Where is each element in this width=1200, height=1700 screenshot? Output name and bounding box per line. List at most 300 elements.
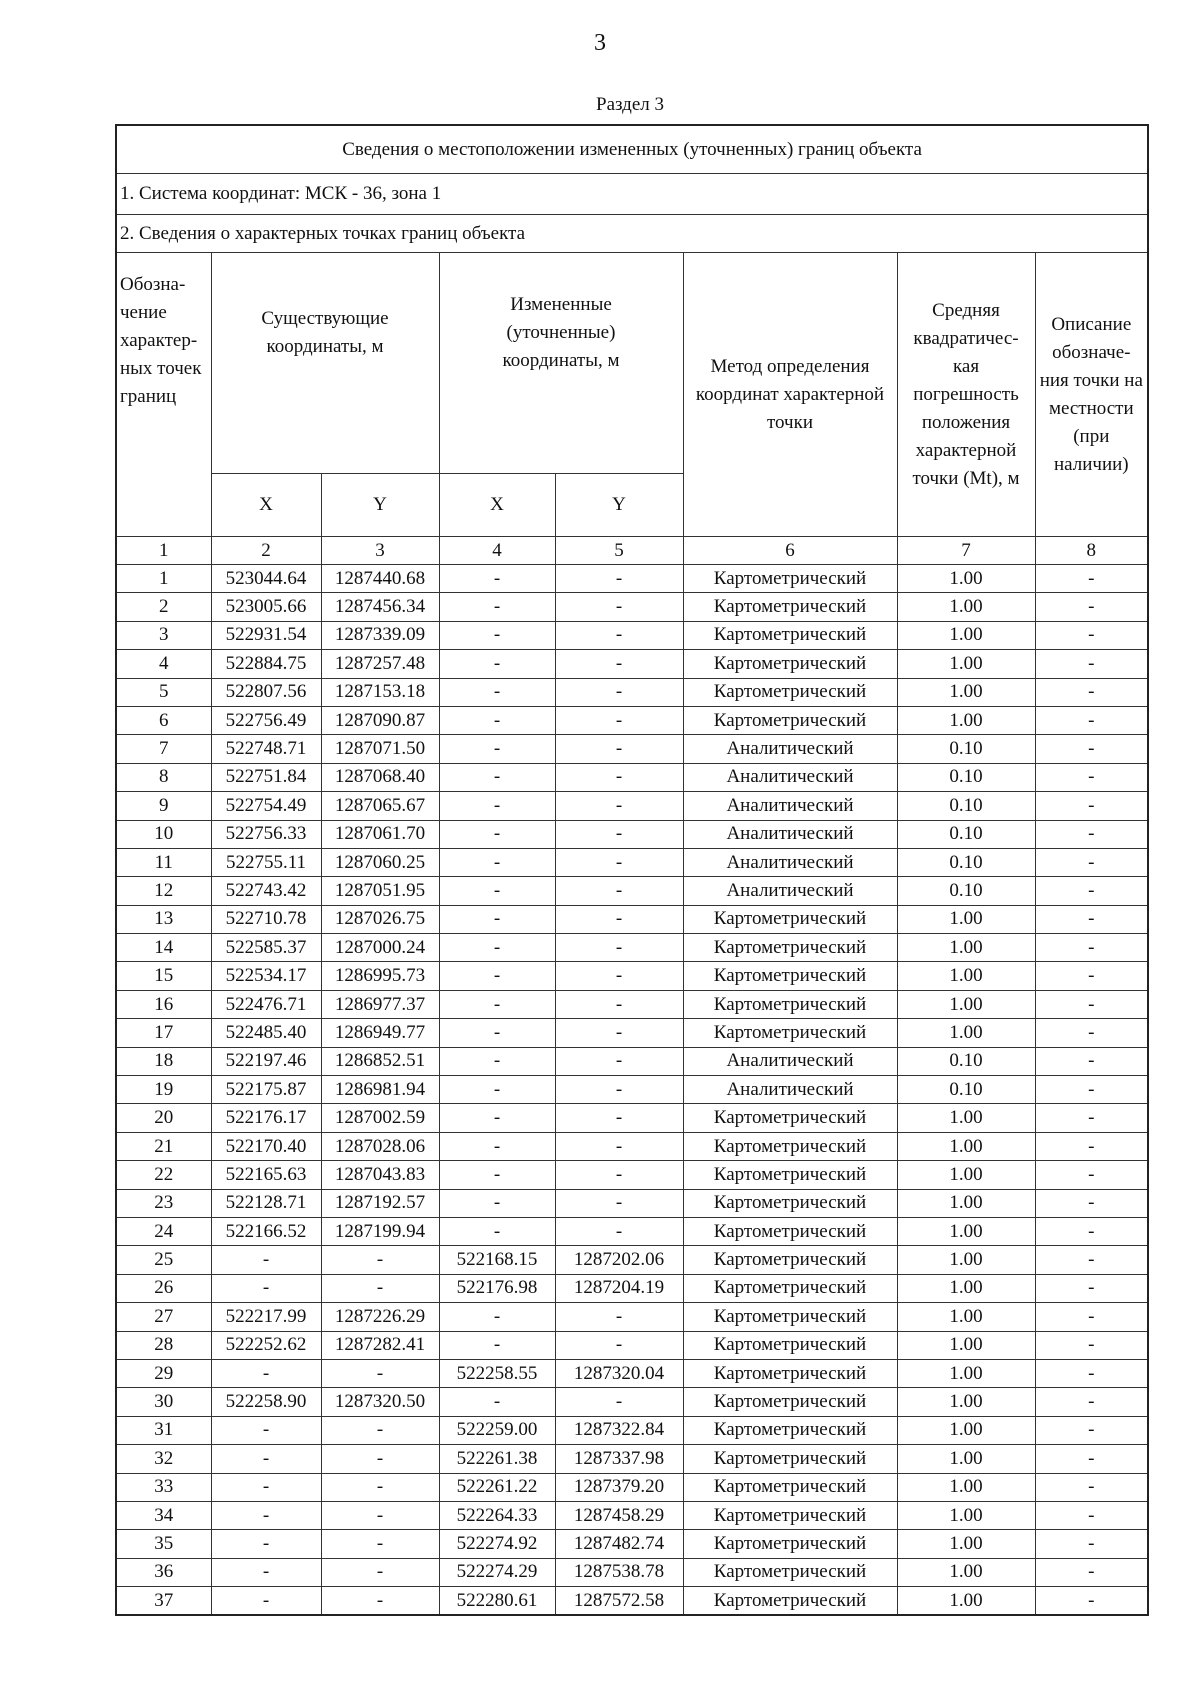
existing-x: 522931.54 <box>211 621 321 649</box>
existing-y: 1287282.41 <box>321 1331 439 1359</box>
description: - <box>1035 1274 1148 1302</box>
table-row <box>116 1303 1148 1331</box>
existing-x: - <box>211 1473 321 1501</box>
column-number: 1 <box>116 537 211 565</box>
changed-y: - <box>555 1104 683 1132</box>
existing-y: 1287339.09 <box>321 621 439 649</box>
changed-x: - <box>439 1189 555 1217</box>
point-number: 25 <box>116 1246 211 1274</box>
description: - <box>1035 1473 1148 1501</box>
header-changed-y: Y <box>555 474 683 537</box>
point-number: 22 <box>116 1161 211 1189</box>
changed-y: 1287204.19 <box>555 1274 683 1302</box>
description: - <box>1035 1416 1148 1444</box>
column-number: 7 <box>897 537 1035 565</box>
method: Картометрический <box>683 1445 897 1473</box>
existing-x: - <box>211 1558 321 1586</box>
changed-x: 522274.29 <box>439 1558 555 1586</box>
point-number: 1 <box>116 565 211 593</box>
existing-y: 1287065.67 <box>321 792 439 820</box>
point-number: 36 <box>116 1558 211 1586</box>
error: 1.00 <box>897 593 1035 621</box>
method: Аналитический <box>683 763 897 791</box>
changed-x: 522168.15 <box>439 1246 555 1274</box>
error: 0.10 <box>897 820 1035 848</box>
header-changed-x: X <box>439 474 555 537</box>
existing-x: 522756.49 <box>211 706 321 734</box>
point-number: 21 <box>116 1132 211 1160</box>
changed-y: - <box>555 706 683 734</box>
description: - <box>1035 1246 1148 1274</box>
existing-y: 1287192.57 <box>321 1189 439 1217</box>
description: - <box>1035 820 1148 848</box>
method: Картометрический <box>683 1530 897 1558</box>
changed-x: - <box>439 990 555 1018</box>
changed-y: - <box>555 1019 683 1047</box>
description: - <box>1035 1359 1148 1387</box>
method: Картометрический <box>683 934 897 962</box>
existing-x: 522128.71 <box>211 1189 321 1217</box>
description: - <box>1035 1189 1148 1217</box>
point-number: 8 <box>116 763 211 791</box>
changed-x: - <box>439 1303 555 1331</box>
method: Картометрический <box>683 1303 897 1331</box>
error: 0.10 <box>897 763 1035 791</box>
existing-x: 523005.66 <box>211 593 321 621</box>
description: - <box>1035 1132 1148 1160</box>
existing-y: 1287068.40 <box>321 763 439 791</box>
table-row <box>116 1359 1148 1387</box>
changed-x: - <box>439 792 555 820</box>
error: 1.00 <box>897 1416 1035 1444</box>
existing-y: 1287061.70 <box>321 820 439 848</box>
point-number: 19 <box>116 1076 211 1104</box>
points-header: 2. Сведения о характерных точках границ объекта <box>116 215 1148 253</box>
changed-y: - <box>555 1161 683 1189</box>
existing-y: 1287028.06 <box>321 1132 439 1160</box>
table-row <box>116 848 1148 876</box>
table-row <box>116 1076 1148 1104</box>
changed-y: - <box>555 1047 683 1075</box>
changed-y: - <box>555 877 683 905</box>
existing-x: - <box>211 1274 321 1302</box>
changed-x: - <box>439 1047 555 1075</box>
table-row <box>116 1047 1148 1075</box>
method: Картометрический <box>683 1331 897 1359</box>
table-row <box>116 678 1148 706</box>
description: - <box>1035 905 1148 933</box>
existing-y: 1286949.77 <box>321 1019 439 1047</box>
table-row <box>116 706 1148 734</box>
method: Картометрический <box>683 1359 897 1387</box>
point-number: 4 <box>116 650 211 678</box>
table-row <box>116 650 1148 678</box>
table-row <box>116 1246 1148 1274</box>
table-row <box>116 877 1148 905</box>
error: 1.00 <box>897 1161 1035 1189</box>
changed-x: - <box>439 678 555 706</box>
changed-x: - <box>439 1388 555 1416</box>
existing-y: 1286852.51 <box>321 1047 439 1075</box>
existing-x: 522534.17 <box>211 962 321 990</box>
point-number: 20 <box>116 1104 211 1132</box>
changed-y: - <box>555 621 683 649</box>
existing-y: 1287456.34 <box>321 593 439 621</box>
description: - <box>1035 1388 1148 1416</box>
header-existing-y: Y <box>321 474 439 537</box>
error: 1.00 <box>897 1274 1035 1302</box>
changed-x: 522280.61 <box>439 1587 555 1616</box>
changed-x: - <box>439 1076 555 1104</box>
table-row <box>116 905 1148 933</box>
method: Картометрический <box>683 1416 897 1444</box>
error: 0.10 <box>897 848 1035 876</box>
error: 1.00 <box>897 934 1035 962</box>
point-number: 27 <box>116 1303 211 1331</box>
existing-x: 522217.99 <box>211 1303 321 1331</box>
existing-y: 1287051.95 <box>321 877 439 905</box>
changed-x: 522274.92 <box>439 1530 555 1558</box>
description: - <box>1035 763 1148 791</box>
point-number: 17 <box>116 1019 211 1047</box>
table-row <box>116 1416 1148 1444</box>
error: 1.00 <box>897 1359 1035 1387</box>
changed-y: - <box>555 565 683 593</box>
description: - <box>1035 650 1148 678</box>
error: 0.10 <box>897 1076 1035 1104</box>
header-error: Средняя квадратичес-кая погрешность положения характерной точки (Mt), м <box>897 253 1035 537</box>
method: Картометрический <box>683 1558 897 1586</box>
changed-x: 522176.98 <box>439 1274 555 1302</box>
table-row <box>116 1530 1148 1558</box>
description: - <box>1035 962 1148 990</box>
header-method: Метод определения координат характерной точки <box>683 253 897 537</box>
method: Картометрический <box>683 990 897 1018</box>
existing-x: - <box>211 1530 321 1558</box>
error: 1.00 <box>897 650 1035 678</box>
changed-x: - <box>439 593 555 621</box>
point-number: 32 <box>116 1445 211 1473</box>
description: - <box>1035 565 1148 593</box>
description: - <box>1035 1530 1148 1558</box>
existing-x: 522175.87 <box>211 1076 321 1104</box>
table-row <box>116 735 1148 763</box>
error: 1.00 <box>897 1246 1035 1274</box>
changed-y: - <box>555 1303 683 1331</box>
changed-x: - <box>439 735 555 763</box>
description: - <box>1035 990 1148 1018</box>
table-row <box>116 1445 1148 1473</box>
existing-y: - <box>321 1587 439 1616</box>
existing-x: - <box>211 1416 321 1444</box>
changed-y: - <box>555 820 683 848</box>
error: 1.00 <box>897 678 1035 706</box>
existing-y: 1287440.68 <box>321 565 439 593</box>
existing-x: - <box>211 1587 321 1616</box>
changed-y: - <box>555 1076 683 1104</box>
existing-y: 1287026.75 <box>321 905 439 933</box>
existing-y: 1287090.87 <box>321 706 439 734</box>
changed-y: - <box>555 990 683 1018</box>
point-number: 29 <box>116 1359 211 1387</box>
table-row <box>116 1161 1148 1189</box>
changed-y: - <box>555 792 683 820</box>
column-number: 6 <box>683 537 897 565</box>
existing-x: 522476.71 <box>211 990 321 1018</box>
changed-y: - <box>555 1331 683 1359</box>
existing-x: 522166.52 <box>211 1217 321 1245</box>
changed-x: - <box>439 763 555 791</box>
method: Картометрический <box>683 1189 897 1217</box>
changed-y: - <box>555 1388 683 1416</box>
existing-y: 1286995.73 <box>321 962 439 990</box>
table-row <box>116 792 1148 820</box>
description: - <box>1035 735 1148 763</box>
boundary-points-table <box>115 124 1149 1616</box>
description: - <box>1035 1047 1148 1075</box>
existing-y: - <box>321 1274 439 1302</box>
changed-x: - <box>439 934 555 962</box>
changed-y: 1287337.98 <box>555 1445 683 1473</box>
point-number: 5 <box>116 678 211 706</box>
error: 0.10 <box>897 1047 1035 1075</box>
error: 1.00 <box>897 1501 1035 1529</box>
changed-x: - <box>439 962 555 990</box>
error: 0.10 <box>897 877 1035 905</box>
changed-x: 522258.55 <box>439 1359 555 1387</box>
changed-y: 1287482.74 <box>555 1530 683 1558</box>
table-row <box>116 593 1148 621</box>
point-number: 14 <box>116 934 211 962</box>
header-designation: Обозна-чение характер-ных точек границ <box>116 253 211 537</box>
description: - <box>1035 678 1148 706</box>
point-number: 24 <box>116 1217 211 1245</box>
method: Картометрический <box>683 1161 897 1189</box>
existing-y: 1287043.83 <box>321 1161 439 1189</box>
changed-x: - <box>439 1331 555 1359</box>
column-numbers-row <box>116 537 1148 565</box>
point-number: 7 <box>116 735 211 763</box>
changed-x: - <box>439 848 555 876</box>
changed-y: - <box>555 962 683 990</box>
existing-x: 522743.42 <box>211 877 321 905</box>
existing-x: 522884.75 <box>211 650 321 678</box>
point-number: 10 <box>116 820 211 848</box>
table-row <box>116 1473 1148 1501</box>
existing-y: 1287153.18 <box>321 678 439 706</box>
page-number: 3 <box>594 30 606 56</box>
existing-x: 522197.46 <box>211 1047 321 1075</box>
table-row <box>116 565 1148 593</box>
error: 1.00 <box>897 1530 1035 1558</box>
method: Аналитический <box>683 1047 897 1075</box>
error: 1.00 <box>897 1019 1035 1047</box>
table-row <box>116 621 1148 649</box>
method: Картометрический <box>683 1587 897 1616</box>
changed-x: - <box>439 820 555 848</box>
method: Картометрический <box>683 1019 897 1047</box>
table-body <box>116 565 1148 1616</box>
error: 1.00 <box>897 962 1035 990</box>
changed-y: - <box>555 905 683 933</box>
changed-y: - <box>555 1132 683 1160</box>
changed-y: - <box>555 650 683 678</box>
method: Картометрический <box>683 1217 897 1245</box>
description: - <box>1035 1558 1148 1586</box>
method: Картометрический <box>683 1132 897 1160</box>
description: - <box>1035 706 1148 734</box>
table-row <box>116 1132 1148 1160</box>
existing-y: 1286981.94 <box>321 1076 439 1104</box>
table-title: Сведения о местоположении измененных (уточненных) границ объекта <box>116 125 1148 174</box>
method: Картометрический <box>683 565 897 593</box>
changed-y: - <box>555 678 683 706</box>
point-number: 34 <box>116 1501 211 1529</box>
table-row <box>116 990 1148 1018</box>
method: Картометрический <box>683 650 897 678</box>
error: 1.00 <box>897 1303 1035 1331</box>
column-number: 2 <box>211 537 321 565</box>
table-row <box>116 763 1148 791</box>
existing-x: 522807.56 <box>211 678 321 706</box>
error: 1.00 <box>897 621 1035 649</box>
existing-x: 522748.71 <box>211 735 321 763</box>
point-number: 28 <box>116 1331 211 1359</box>
existing-x: 522755.11 <box>211 848 321 876</box>
point-number: 37 <box>116 1587 211 1616</box>
changed-x: - <box>439 1132 555 1160</box>
existing-y: 1287257.48 <box>321 650 439 678</box>
header-changed-coordinates: Измененные (уточненные) координаты, м <box>439 253 683 474</box>
point-number: 11 <box>116 848 211 876</box>
column-number: 4 <box>439 537 555 565</box>
changed-y: 1287320.04 <box>555 1359 683 1387</box>
error: 1.00 <box>897 1331 1035 1359</box>
error: 1.00 <box>897 990 1035 1018</box>
existing-x: 522165.63 <box>211 1161 321 1189</box>
table-row <box>116 962 1148 990</box>
description: - <box>1035 848 1148 876</box>
column-number: 3 <box>321 537 439 565</box>
coordinate-system: 1. Система координат: МСК - 36, зона 1 <box>116 174 1148 215</box>
header-existing-coordinates: Существующие координаты, м <box>211 253 439 474</box>
description: - <box>1035 934 1148 962</box>
changed-x: - <box>439 1104 555 1132</box>
existing-x: 523044.64 <box>211 565 321 593</box>
description: - <box>1035 1161 1148 1189</box>
method: Аналитический <box>683 820 897 848</box>
existing-x: 522258.90 <box>211 1388 321 1416</box>
header-description: Описание обозначе-ния точки на местности (при наличии) <box>1035 253 1148 537</box>
error: 1.00 <box>897 1132 1035 1160</box>
changed-y: - <box>555 593 683 621</box>
table-row <box>116 1019 1148 1047</box>
column-number: 5 <box>555 537 683 565</box>
changed-x: - <box>439 1161 555 1189</box>
changed-y: 1287379.20 <box>555 1473 683 1501</box>
changed-x: - <box>439 650 555 678</box>
description: - <box>1035 877 1148 905</box>
description: - <box>1035 1445 1148 1473</box>
error: 1.00 <box>897 1217 1035 1245</box>
description: - <box>1035 792 1148 820</box>
error: 1.00 <box>897 1587 1035 1616</box>
existing-y: 1287000.24 <box>321 934 439 962</box>
changed-x: - <box>439 1217 555 1245</box>
changed-y: - <box>555 934 683 962</box>
error: 1.00 <box>897 1104 1035 1132</box>
method: Картометрический <box>683 1104 897 1132</box>
table-row <box>116 934 1148 962</box>
existing-y: 1287071.50 <box>321 735 439 763</box>
existing-x: 522252.62 <box>211 1331 321 1359</box>
table-row <box>116 1217 1148 1245</box>
changed-y: 1287458.29 <box>555 1501 683 1529</box>
existing-x: 522754.49 <box>211 792 321 820</box>
method: Картометрический <box>683 1274 897 1302</box>
table-row <box>116 1104 1148 1132</box>
method: Картометрический <box>683 593 897 621</box>
changed-x: - <box>439 621 555 649</box>
existing-x: 522485.40 <box>211 1019 321 1047</box>
point-number: 2 <box>116 593 211 621</box>
description: - <box>1035 1019 1148 1047</box>
error: 1.00 <box>897 1473 1035 1501</box>
column-number: 8 <box>1035 537 1148 565</box>
point-number: 23 <box>116 1189 211 1217</box>
existing-x: - <box>211 1501 321 1529</box>
table-row <box>116 1274 1148 1302</box>
existing-x: - <box>211 1445 321 1473</box>
table-row <box>116 1189 1148 1217</box>
method: Аналитический <box>683 848 897 876</box>
changed-y: 1287538.78 <box>555 1558 683 1586</box>
changed-x: - <box>439 565 555 593</box>
method: Аналитический <box>683 792 897 820</box>
existing-y: 1287320.50 <box>321 1388 439 1416</box>
error: 1.00 <box>897 1445 1035 1473</box>
existing-y: - <box>321 1530 439 1558</box>
changed-y: 1287572.58 <box>555 1587 683 1616</box>
method: Картометрический <box>683 678 897 706</box>
point-number: 15 <box>116 962 211 990</box>
existing-y: - <box>321 1246 439 1274</box>
point-number: 31 <box>116 1416 211 1444</box>
error: 1.00 <box>897 565 1035 593</box>
changed-x: - <box>439 706 555 734</box>
method: Картометрический <box>683 1473 897 1501</box>
header-existing-x: X <box>211 474 321 537</box>
section-title: Раздел 3 <box>596 94 664 115</box>
table-row <box>116 820 1148 848</box>
point-number: 18 <box>116 1047 211 1075</box>
existing-x: - <box>211 1359 321 1387</box>
method: Картометрический <box>683 962 897 990</box>
error: 0.10 <box>897 792 1035 820</box>
existing-y: - <box>321 1359 439 1387</box>
point-number: 26 <box>116 1274 211 1302</box>
description: - <box>1035 1331 1148 1359</box>
description: - <box>1035 1587 1148 1616</box>
method: Картометрический <box>683 905 897 933</box>
method: Картометрический <box>683 1246 897 1274</box>
changed-x: 522259.00 <box>439 1416 555 1444</box>
changed-y: - <box>555 1217 683 1245</box>
existing-y: - <box>321 1558 439 1586</box>
description: - <box>1035 1217 1148 1245</box>
existing-x: 522751.84 <box>211 763 321 791</box>
existing-y: 1286977.37 <box>321 990 439 1018</box>
